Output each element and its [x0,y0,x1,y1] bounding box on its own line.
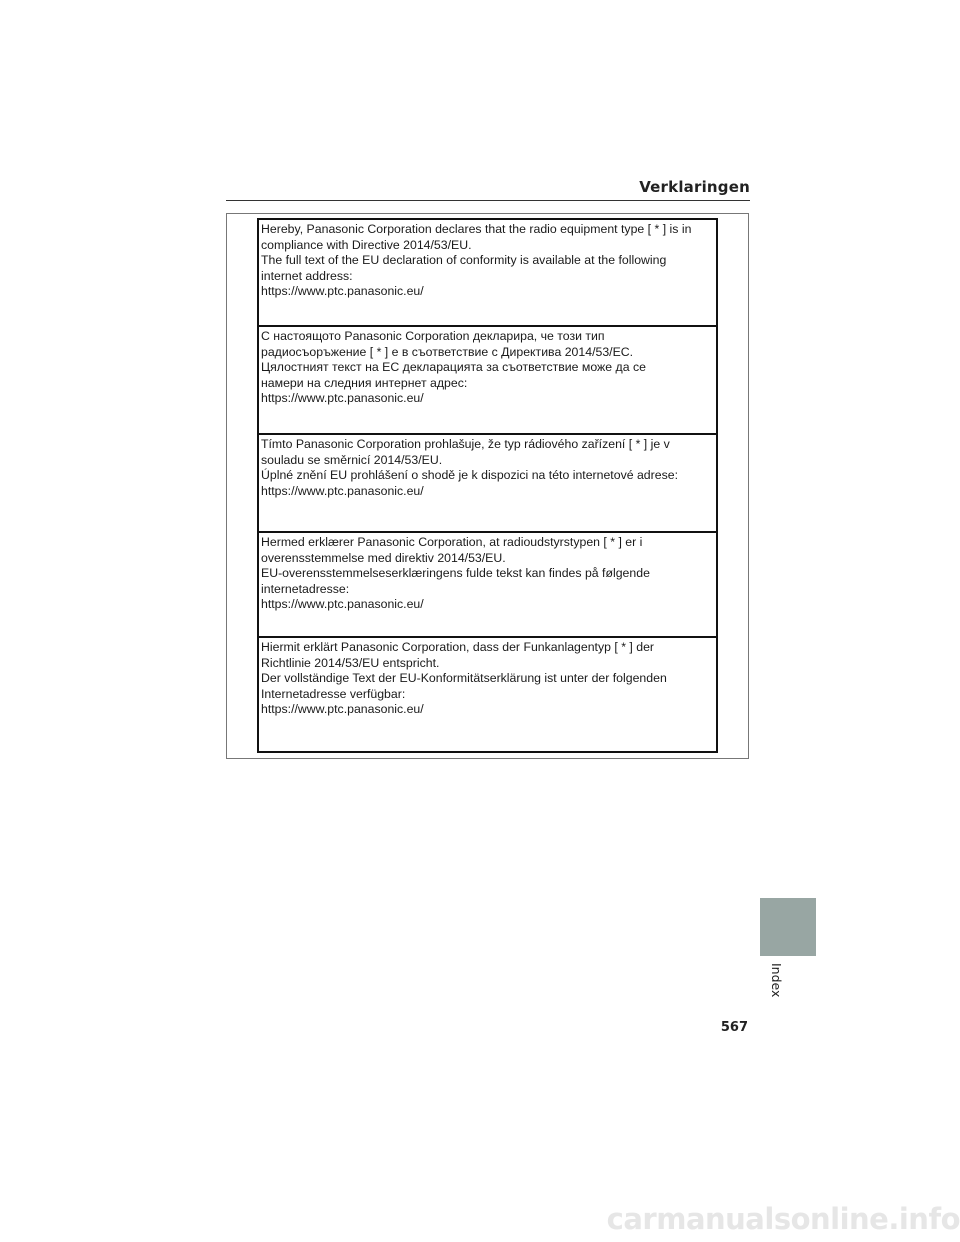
header-rule [226,200,750,201]
declaration-english: Hereby, Panasonic Corporation declares that the radio equipment type [ * ] is in compliance with Directive 2014/53/EU. The full text of the EU declaration of conformity is available at the following internet address: https://www.ptc.panasonic.eu/ [261,222,692,298]
declaration-bulgarian: С настоящото Panasonic Corporation декларира, че този тип радиосъоръжение [ * ] е в съответствие с Директива 2014/53/ЕС. Цялостният текст на ЕС декларацията за съответствие може да се намери на следния интернет адрес: https://www.ptc.panasonic.eu/ [259,325,716,433]
page-number: 567 [720,1020,748,1035]
index-tab-label: Index [769,963,784,998]
section-title: Verklaringen [639,178,750,196]
watermark: carmanualsonline.info [606,1202,960,1236]
index-tab[interactable] [760,898,816,956]
declaration-danish: Hermed erklærer Panasonic Corporation, at radioudstyrstypen [ * ] er i overensstemmelse med direktiv 2014/53/EU. EU-overensstemmelseserklæringens fulde tekst kan findes på følgende internetadresse: https://www.ptc.panasonic.eu/ [259,531,716,636]
declaration-czech: Tímto Panasonic Corporation prohlašuje, že typ rádiového zařízení [ * ] je v souladu se směrnicí 2014/53/EU. Úplné znění EU prohlášení o shodě je k dispozici na této internetové adrese: https://www.ptc.panasonic.eu/ [259,433,716,531]
declaration-german: Hiermit erklärt Panasonic Corporation, dass der Funkanlagentyp [ * ] der Richtlinie 2014/53/EU entspricht. Der vollständige Text der EU-Konformitätserklärung ist unter der folgenden Internetadresse verfügbar: https://www.ptc.panasonic.eu/ [259,636,716,751]
declaration-table [257,218,718,753]
